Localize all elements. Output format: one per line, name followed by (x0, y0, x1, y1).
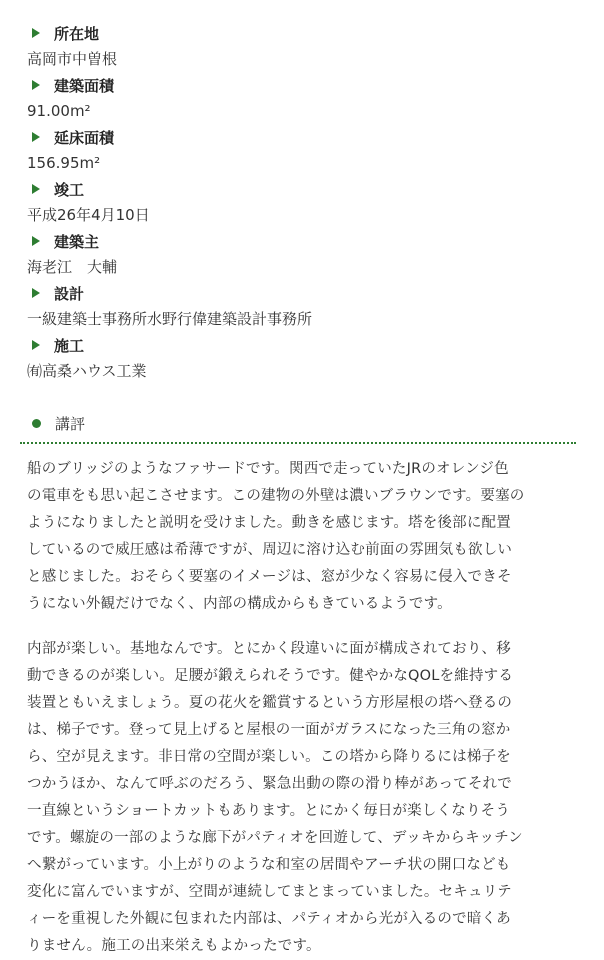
review-line: うにない外観だけでなく、内部の構成からもきているようです。 (27, 596, 452, 612)
project-details (27, 20, 577, 960)
info-design (27, 280, 577, 332)
info-value: 海老江 大輔 (27, 258, 118, 276)
triangle-bullet-icon (32, 28, 40, 38)
info-label: 建築主 (54, 232, 100, 251)
review-line: へ繋がっています。小上がりのような和室の居間やアーチ状の開口なども (27, 857, 511, 873)
info-label: 施工 (54, 336, 85, 355)
info-label: 竣工 (54, 180, 85, 199)
review-line: 内部が楽しい。基地なんです。とにかく段違いに面が構成されており、移 (27, 641, 511, 657)
info-label: 設計 (54, 284, 85, 303)
review-paragraph-2 (27, 636, 577, 960)
info-value: ㈲高桑ハウス工業 (27, 362, 147, 380)
info-total-floor-area (27, 124, 577, 176)
triangle-bullet-icon (32, 236, 40, 246)
info-label: 建築面積 (54, 76, 115, 95)
info-construction (27, 332, 577, 384)
info-value: 高岡市中曽根 (27, 50, 118, 68)
info-building-area (27, 72, 577, 124)
review-line: と感じました。おそらく要塞のイメージは、窓が少なく容易に侵入できそ (27, 569, 512, 585)
info-value: 一級建築士事務所水野行偉建築設計事務所 (27, 310, 313, 328)
review-paragraph-1 (27, 456, 577, 618)
info-label: 所在地 (54, 24, 100, 43)
review-line: 変化に富んでいますが、空間が連続してまとまっていました。セキュリテ (27, 884, 512, 900)
info-completion (27, 176, 577, 228)
info-label: 延床面積 (54, 128, 115, 147)
circle-bullet-icon (32, 419, 41, 428)
triangle-bullet-icon (32, 80, 40, 90)
review-line: ようになりましたと説明を受けました。動きを感じます。塔を後部に配置 (27, 515, 511, 531)
review-line: は、梯子です。登って見上げると屋根の一面がガラスになった三角の窓か (27, 722, 511, 738)
review-line: しているので威圧感は希薄ですが、周辺に溶け込む前面の雰囲気も欲しい (27, 542, 513, 558)
review-line: の電車をも思い起こさせます。この建物の外壁は濃いブラウンです。要塞の (27, 488, 525, 504)
review-line: つかうほか、なんて呼ぶのだろう、緊急出動の際の滑り棒があってそれで (27, 776, 512, 792)
review-line: 一直線というショートカットもあります。とにかく毎日が楽しくなりそう (27, 803, 511, 819)
review-line: 船のブリッジのようなファサードです。関西で走っていたJRのオレンジ色 (27, 461, 509, 477)
info-value: 平成26年4月10日 (27, 206, 150, 224)
review-line: 装置ともいえましょう。夏の花火を鑑賞するという方形屋根の塔へ登るの (27, 695, 513, 711)
triangle-bullet-icon (32, 288, 40, 298)
dotted-divider (20, 442, 576, 444)
review-heading-label: 講評 (55, 414, 86, 433)
triangle-bullet-icon (32, 184, 40, 194)
triangle-bullet-icon (32, 340, 40, 350)
info-location (27, 20, 577, 72)
review-line: 動できるのが楽しい。足腰が鍛えられそうです。健やかなQOLを維持する (27, 668, 514, 684)
review-line: ら、空が見えます。非日常の空間が楽しい。この塔から降りるには梯子を (27, 749, 511, 765)
info-client (27, 228, 577, 280)
review-line: です。螺旋の一部のような廊下がパティオを回遊して、デッキからキッチン (27, 830, 523, 846)
info-value: 156.95m² (27, 154, 101, 172)
info-value: 91.00m² (27, 102, 91, 120)
review-line: りません。施工の出来栄えもよかったです。 (27, 938, 321, 954)
review-heading (27, 410, 577, 436)
review-line: ィーを重視した外観に包まれた内部は、パティオから光が入るので暗くあ (27, 911, 511, 927)
triangle-bullet-icon (32, 132, 40, 142)
